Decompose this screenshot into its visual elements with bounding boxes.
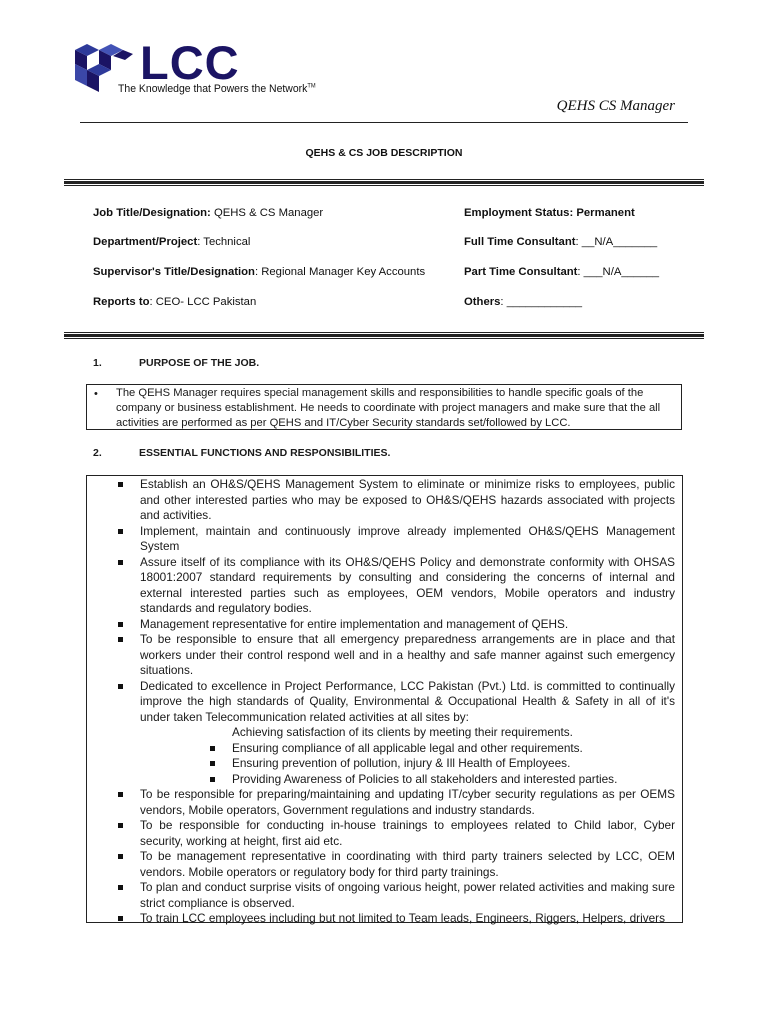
sub-list-intro: Achieving satisfaction of its clients by meeting their requirements. [232, 725, 573, 739]
header-role-title: QEHS CS Manager [556, 98, 675, 114]
job-title-field: Job Title/Designation: QEHS & CS Manager [93, 207, 324, 219]
list-item: To be responsible for preparing/maintaining and updating IT/cyber security regulations as per OEMS vendors, Mobile operators, Government regulations and industry standards. [113, 787, 675, 818]
department-field: Department/Project: Technical [93, 236, 251, 248]
square-bullet-icon [210, 777, 215, 782]
section-1-number: 1. [93, 357, 102, 369]
purpose-text: The QEHS Manager requires special management skills and responsibilities to handle specific goals of the company or business establishment. He needs to coordinate with project managers and make sure that the all activities are performed as per QEHS and IT/Cyber Security standards set/followed by LCC. [116, 387, 661, 429]
list-item: Establish an OH&S/QEHS Management System to eliminate or minimize risks to employees, public and other interested parties who may be exposed to OH&S/QEHS hazards associated with projects and activities. [113, 477, 675, 524]
section-divider [64, 179, 704, 186]
list-item: Assure itself of its compliance with its OH&S/QEHS Policy and demonstrate conformity with OHSAS 18001:2007 standard requirements by consulting and considering the concerns of internal and external interested parties such as employees, OEM vendors, Mobile operators and industry standards and regulatory bodies. [113, 555, 675, 617]
square-bullet-icon [118, 823, 123, 828]
square-bullet-icon [210, 746, 215, 751]
list-item: To be management representative in coordinating with third party trainers selected by LCC, OEM vendors. Mobile operators or regulatory body for third party trainings. [113, 849, 675, 880]
square-bullet-icon [210, 761, 215, 766]
section-divider [64, 332, 704, 339]
square-bullet-icon [118, 529, 123, 534]
square-bullet-icon [118, 560, 123, 565]
square-bullet-icon [118, 684, 123, 689]
sub-list-item: Ensuring compliance of all applicable legal and other requirements. [113, 741, 675, 757]
full-time-consultant-field: Full Time Consultant: __N/A_______ [464, 236, 658, 248]
bullet-icon: • [94, 388, 98, 400]
others-field: Others: ____________ [464, 296, 583, 308]
part-time-consultant-field: Part Time Consultant: ___N/A______ [464, 266, 660, 278]
list-item: To be responsible for conducting in-house trainings to employees related to Child labor, Cyber security, working at height, first aid etc. [113, 818, 675, 849]
square-bullet-icon [118, 637, 123, 642]
logo-wordmark: LCC [140, 36, 240, 89]
list-item: To train LCC employees including but not limited to Team leads, Engineers, Riggers, Helpers, drivers [113, 911, 675, 927]
section-2-number: 2. [93, 447, 102, 459]
document-title: QEHS & CS JOB DESCRIPTION [305, 147, 463, 159]
square-bullet-icon [118, 854, 123, 859]
header-divider [80, 122, 688, 123]
list-item: To be responsible to ensure that all emergency preparedness arrangements are in place and that workers under their control respond well and in a healthy and safe manner against such emergency situations. [113, 632, 675, 679]
section-2-title: ESSENTIAL FUNCTIONS AND RESPONSIBILITIES. [139, 447, 391, 459]
square-bullet-icon [118, 885, 123, 890]
sub-list-item: Providing Awareness of Policies to all stakeholders and interested parties. [113, 772, 675, 788]
square-bullet-icon [118, 916, 123, 921]
square-bullet-icon [118, 622, 123, 627]
functions-list [113, 477, 675, 927]
employment-status-field: Employment Status: Permanent [464, 207, 635, 219]
sub-list-item: Ensuring prevention of pollution, injury & Ill Health of Employees. [113, 756, 675, 772]
square-bullet-icon [118, 482, 123, 487]
list-item: To plan and conduct surprise visits of ongoing various height, power related activities and making sure strict compliance is observed. [113, 880, 675, 911]
list-item: Implement, maintain and continuously improve already implemented OH&S/QEHS Management System [113, 524, 675, 555]
square-bullet-icon [118, 792, 123, 797]
list-item: Dedicated to excellence in Project Performance, LCC Pakistan (Pvt.) Ltd. is committed to continually improve the high standards of Quality, Environmental & Occupational Health & Safety in all of it's under taken Telecommunication related activities at all sites by: [113, 679, 675, 726]
functions-box [86, 475, 683, 923]
section-1-title: PURPOSE OF THE JOB. [139, 357, 260, 369]
list-item: Management representative for entire implementation and management of QEHS. [113, 617, 675, 633]
reports-to-field: Reports to: CEO- LCC Pakistan [93, 296, 257, 308]
company-tagline: The Knowledge that Powers the Network™ [118, 83, 316, 95]
purpose-box [86, 384, 682, 430]
supervisor-field: Supervisor's Title/Designation: Regional Manager Key Accounts [93, 266, 426, 278]
